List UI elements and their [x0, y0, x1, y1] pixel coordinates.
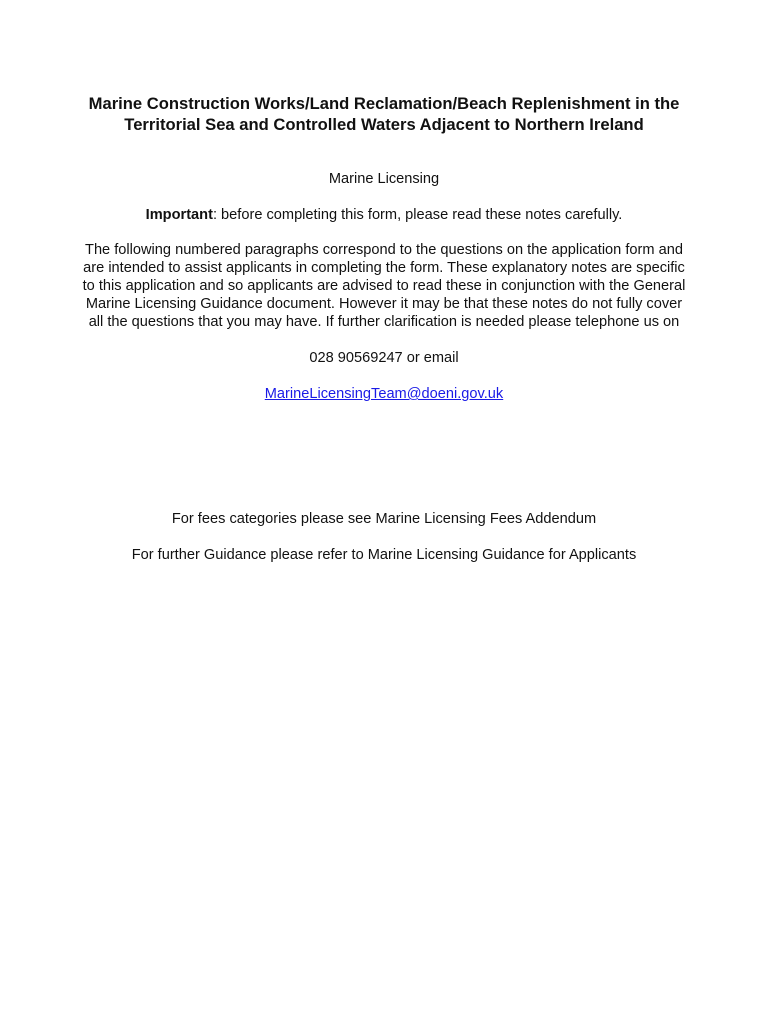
intro-line: are intended to assist applicants in completing the form. These explanatory notes are specific — [83, 260, 685, 276]
intro-line: all the questions that you may have. If further clarification is needed please telephone us on — [88, 314, 680, 330]
intro-paragraph — [50, 241, 718, 331]
subtitle: Marine Licensing — [328, 171, 440, 187]
important-label: Important — [145, 207, 213, 223]
phone-line: 028 90569247 or email — [309, 350, 459, 366]
guidance-line: For further Guidance please refer to Marine Licensing Guidance for Applicants — [131, 547, 637, 563]
document-title — [40, 93, 728, 135]
email-link[interactable]: MarineLicensingTeam@doeni.gov.uk — [264, 386, 504, 402]
fees-line: For fees categories please see Marine Licensing Fees Addendum — [171, 511, 597, 527]
email-line — [40, 385, 728, 403]
title-line: Marine Construction Works/Land Reclamation/Beach Replenishment in the — [88, 94, 680, 113]
important-text: : before completing this form, please read these notes carefully. — [212, 207, 623, 223]
important-note — [40, 206, 728, 224]
intro-line: The following numbered paragraphs correspond to the questions on the application form and — [85, 242, 683, 258]
title-line: Territorial Sea and Controlled Waters Adjacent to Northern Ireland — [124, 115, 644, 134]
intro-line: to this application and so applicants are advised to read these in conjunction with the General — [82, 278, 686, 294]
intro-line: Marine Licensing Guidance document. However it may be that these notes do not fully cover — [85, 296, 683, 312]
